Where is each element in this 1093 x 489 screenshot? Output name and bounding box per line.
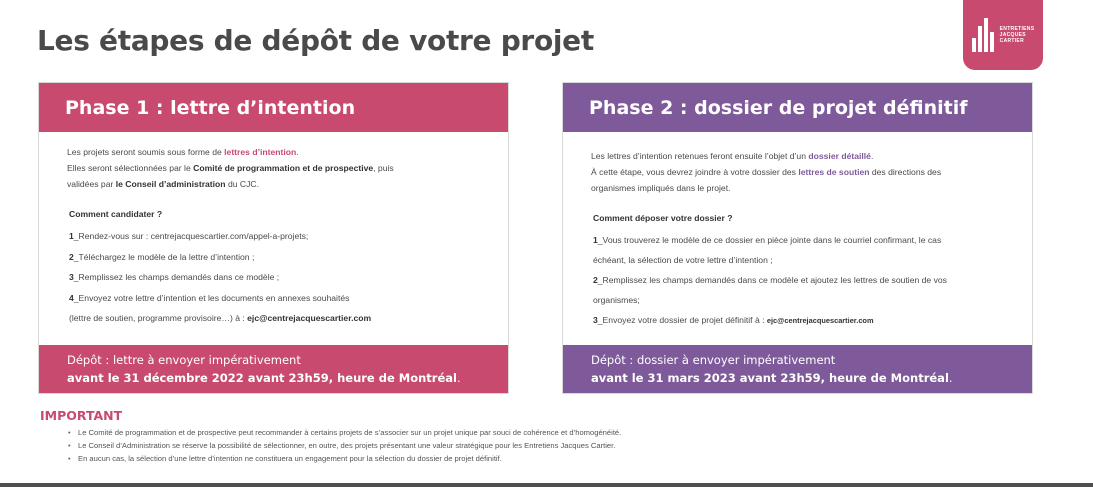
phase1-heading: Phase 1 : lettre d’intention [39,83,508,132]
list-item: 4_Envoyez votre lettre d’intention et les documents en annexes souhaités [69,292,350,303]
page-title: Les étapes de dépôt de votre projet [37,24,594,57]
important-section [40,408,621,465]
logo-mark-icon [972,18,994,52]
important-heading: IMPORTANT [40,408,123,423]
list-item-continued: échéant, la sélection de votre lettre d’intention ; [593,255,773,265]
list-item: 1_Vous trouverez le modèle de ce dossier en pièce jointe dans le courriel confirmant, le cas [593,235,942,245]
phase1-deadline: Dépôt : lettre à envoyer impérativement avant le 31 décembre 2022 avant 23h59, heure de Montréal. [39,345,508,393]
list-item-continued: (lettre de soutien, programme provisoire…) à : ejc@centrejacquescartier.com [69,313,372,323]
phase1-subhead: Comment candidater ? [69,209,163,219]
phase2-heading: Phase 2 : dossier de projet définitif [563,83,1032,132]
email-link[interactable]: ejc@centrejacquescartier.com [247,313,372,323]
list-item: 3_Remplissez les champs demandés dans ce modèle ; [69,272,280,282]
list-item: • En aucun cas, la sélection d’une lettre d’intention ne constituera un engagement pour la sélection du dossier de projet définitif. [70,452,621,465]
list-item: 2_Téléchargez le modèle de la lettre d’intention ; [69,251,255,262]
phase1-intro: Les projets seront soumis sous forme de lettres d’intention. Elles seront sélectionnées par le Comité de programmation et de prospective, puis validées par le Conseil d’administration du CJC. [67,147,394,189]
list-item: 2_Remplissez les champs demandés dans ce modèle et ajoutez les lettres de soutien de vos [593,275,947,285]
list-item: 1_Rendez-vous sur : centrejacquescartier.com/appel-a-projets; [69,231,309,241]
phase2-card [562,82,1033,394]
logo-text: ENTRETIENS JACQUES CARTIER [999,26,1035,44]
list-item: • Le Conseil d’Administration se réserve la possibilité de sélectionner, en outre, des projets présentant une valeur stratégique pour les Entretiens Jacques Cartier. [70,439,621,452]
phase2-subhead: Comment déposer votre dossier ? [593,213,733,223]
phase1-card [38,82,509,394]
list-item: • Le Comité de programmation et de prospective peut recommander à certains projets de s’associer sur un projet unique par souci de cohérence et d’homogénéité. [70,426,621,439]
list-item-continued: organismes; [593,295,640,305]
divider [0,483,1093,487]
email-link[interactable]: ejc@centrejacquescartier.com [766,316,874,325]
phase2-deadline: Dépôt : dossier à envoyer impérativement avant le 31 mars 2023 avant 23h59, heure de Montréal. [563,345,1032,393]
phase2-intro: Les lettres d’intention retenues feront ensuite l’objet d’un dossier détaillé. À cette étape, vous devrez joindre à votre dossier des lettres de soutien des directions des organismes impliqués dans le projet. [591,151,942,193]
list-item: 3_Envoyez votre dossier de projet définitif à : ejc@centrejacquescartier.com [593,315,874,325]
logo [963,0,1043,70]
